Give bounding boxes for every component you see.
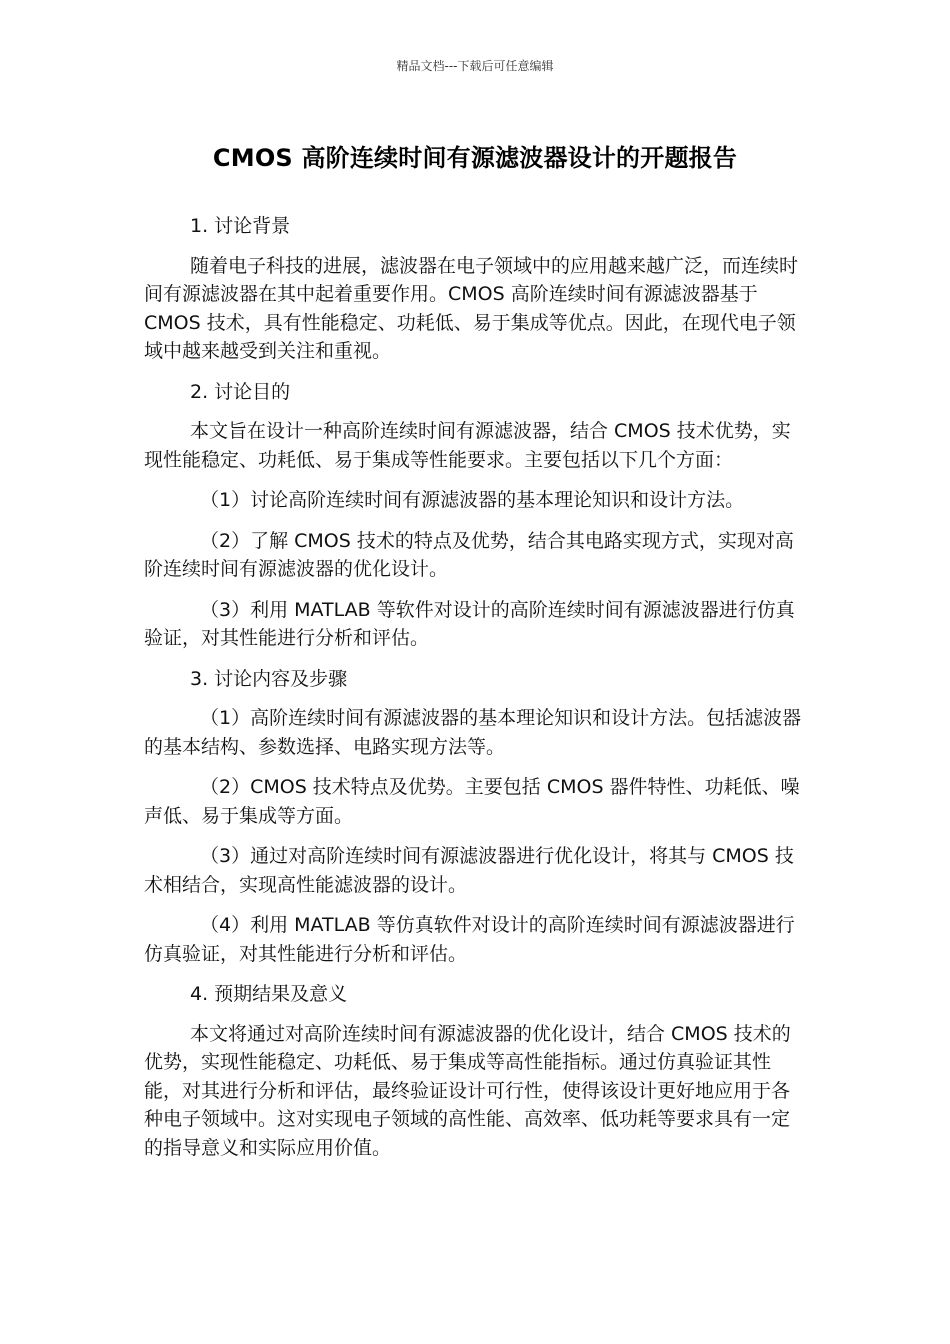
list-item: （2）CMOS 技术特点及优势。主要包括 CMOS 器件特性、功耗低、噪声低、易于集成等方面。 bbox=[144, 776, 800, 827]
header-note: 精品文档---下载后可任意编辑 bbox=[396, 59, 554, 73]
list-item: （4）利用 MATLAB 等仿真软件对设计的高阶连续时间有源滤波器进行仿真验证，对其性能进行分析和评估。 bbox=[144, 914, 795, 965]
document-body bbox=[144, 212, 806, 1174]
paragraph-background: 随着电子科技的进展，滤波器在电子领域中的应用越来越广泛，而连续时间有源滤波器在其中起着重要作用。CMOS 高阶连续时间有源滤波器基于 CMOS 技术，具有性能稳定、功耗低、易于集成等优点。因此，在现代电子领域中越来越受到关注和重视。 bbox=[144, 254, 799, 362]
section-heading-background: 1. 讨论背景 bbox=[190, 215, 291, 237]
section-heading-purpose: 2. 讨论目的 bbox=[190, 380, 291, 403]
document-title: CMOS 高阶连续时间有源滤波器设计的开题报告 bbox=[212, 144, 738, 172]
section-heading-content-steps: 3. 讨论内容及步骤 bbox=[190, 667, 348, 690]
paragraph-expected-results: 本文将通过对高阶连续时间有源滤波器的优化设计，结合 CMOS 技术的优势，实现性能稳定、功耗低、易于集成等高性能指标。通过仿真验证其性能，对其进行分析和评估，最终验证设计可行性，使得该设计更好地应用于各种电子领域中。这对实现电子领域的高性能、高效率、低功耗等要求具有一定的指导意义和实际应用价值。 bbox=[144, 1022, 791, 1159]
list-item: （1）高阶连续时间有源滤波器的基本理论知识和设计方法。包括滤波器的基本结构、参数选择、电路实现方法等。 bbox=[144, 707, 802, 758]
list-item: （2）了解 CMOS 技术的特点及优势，结合其电路实现方式，实现对高阶连续时间有源滤波器的优化设计。 bbox=[144, 529, 794, 580]
list-item: （3）利用 MATLAB 等软件对设计的高阶连续时间有源滤波器进行仿真验证，对其性能进行分析和评估。 bbox=[144, 598, 795, 649]
section-heading-expected-results: 4. 预期结果及意义 bbox=[190, 983, 348, 1005]
list-item: （1）讨论高阶连续时间有源滤波器的基本理论知识和设计方法。 bbox=[200, 489, 745, 511]
list-item: （3）通过对高阶连续时间有源滤波器进行优化设计，将其与 CMOS 技术相结合，实现高性能滤波器的设计。 bbox=[144, 845, 794, 896]
paragraph-purpose: 本文旨在设计一种高阶连续时间有源滤波器，结合 CMOS 技术优势，实现性能稳定、功耗低、易于集成等性能要求。主要包括以下几个方面： bbox=[144, 420, 791, 471]
